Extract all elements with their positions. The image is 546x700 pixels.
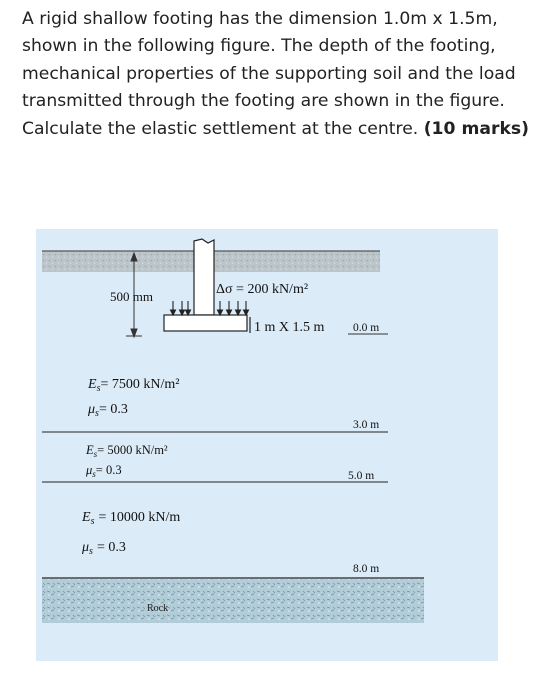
layer-3-modulus: $E_s = 10000$ kN/m xyxy=(82,510,181,527)
depth-label: 500 mm xyxy=(110,289,153,304)
layer-1-poisson: $\mu_s= 0.3$ xyxy=(88,402,128,419)
rock-layer xyxy=(42,579,424,623)
depth-marker-3: 8.0 m xyxy=(353,563,380,575)
question-body: A rigid shallow footing has the dimension 1.0m x 1.5m, shown in the following figure. The depth of the footing, mechanical properties of the supporting soil and the load transmitted through the footing are shown in the figure. Calculate the elastic settlement at the centre. xyxy=(22,9,516,139)
footing-dimension-label: 1 m X 1.5 m xyxy=(254,320,325,335)
question-text xyxy=(22,6,532,143)
layer-3-poisson: $\mu_s = 0.3$ xyxy=(82,540,126,557)
rock-label: Rock xyxy=(147,603,169,614)
load-label: Δσ = 200 kN/m² xyxy=(216,282,309,297)
layer-2-poisson: $\mu_s= 0.3$ xyxy=(86,463,122,479)
depth-marker-1: 3.0 m xyxy=(353,419,380,431)
footing-figure xyxy=(36,229,498,661)
layer-1-modulus: $E_s= 7500$ kN/m² xyxy=(88,377,180,394)
question-marks: (10 marks) xyxy=(423,118,529,139)
depth-marker-0: 0.0 m xyxy=(353,322,380,334)
layer-2-modulus: $E_s= 5000$ kN/m² xyxy=(86,443,168,459)
depth-marker-2: 5.0 m xyxy=(348,470,375,482)
